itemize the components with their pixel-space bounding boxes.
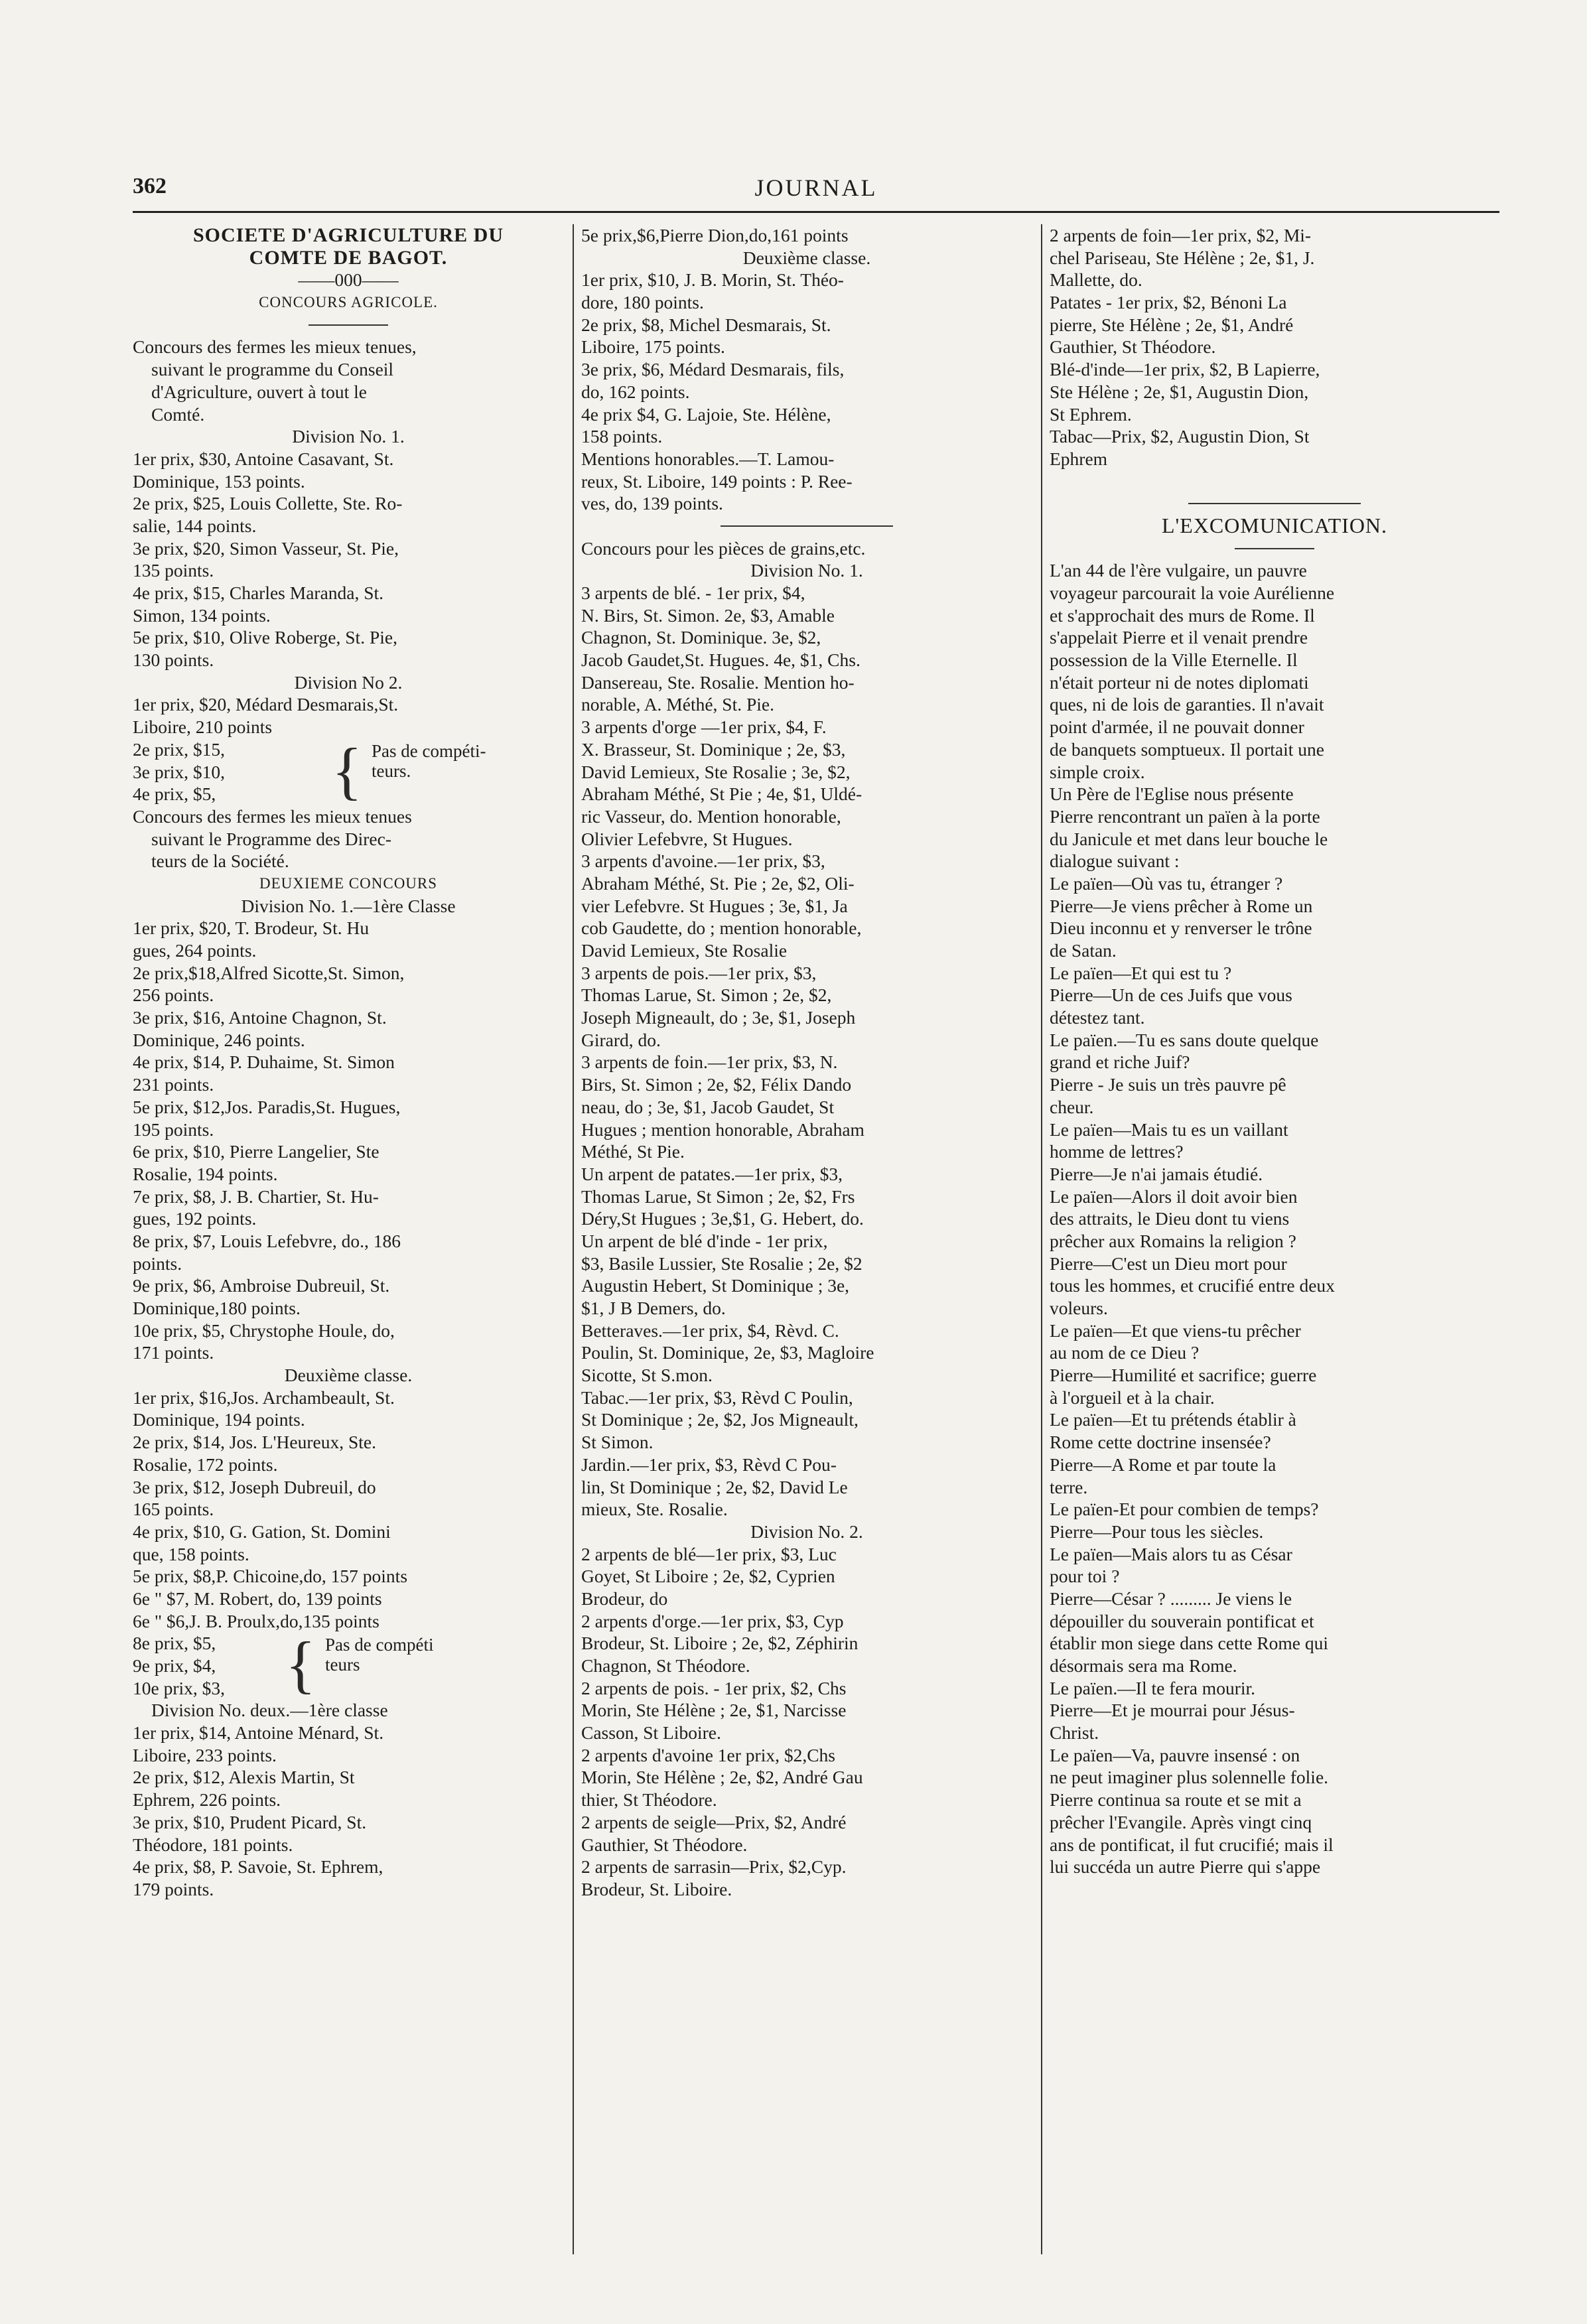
text-line: Un arpent de blé d'inde - 1er prix, (581, 1230, 828, 1251)
text-line: 6e prix, $10, Pierre Langelier, Ste (133, 1141, 380, 1162)
text-line: 2 arpents de sarrasin—Prix, $2,Cyp. (581, 1856, 847, 1878)
text-line: 3 arpents d'avoine.—1er prix, $3, (581, 851, 825, 872)
text-line: Le païen.—Il te fera mourir. (1050, 1677, 1256, 1698)
text-line: 3 arpents d'orge —1er prix, $4, F. (581, 717, 827, 738)
text-line: au nom de ce Dieu ? (1050, 1342, 1200, 1363)
text-line: 3e prix, $16, Antoine Chagnon, St. (133, 1007, 387, 1028)
text-line: 3 arpents de blé. - 1er prix, $4, (581, 582, 805, 603)
text-line: Pierre—Un de ces Juifs que vous (1050, 985, 1292, 1006)
text-line: Tabac—Prix, $2, Augustin Dion, St (1050, 426, 1310, 447)
text-line: 158 points. (581, 426, 663, 447)
text-line: 165 points. (133, 1499, 214, 1520)
text-line: Le païen.—Tu es sans doute quelque (1050, 1029, 1319, 1050)
text-line: 3e prix, $20, Simon Vasseur, St. Pie, (133, 537, 399, 559)
text-line: 2 arpents de pois. - 1er prix, $2, Chs (581, 1677, 847, 1698)
separator-ornament: ——000—— (298, 269, 399, 291)
section-subtitle: CONCOURS AGRICOLE. (259, 294, 438, 311)
text-line: 3e prix, $10, (133, 761, 226, 782)
text-line: Pierre—Humilité et sacrifice; guerre (1050, 1365, 1317, 1386)
text-line: Pierre rencontrant un païen à la porte (1050, 805, 1320, 827)
text-line: 5e prix, $12,Jos. Paradis,St. Hugues, (133, 1096, 401, 1117)
text-line: grand et riche Juif? (1050, 1052, 1190, 1073)
text-line: s'appelait Pierre et il venait prendre (1050, 627, 1308, 648)
text-line: Concours des fermes les mieux tenues, (133, 336, 417, 358)
text-line: 171 points. (133, 1342, 214, 1363)
text-line: que, 158 points. (133, 1543, 249, 1564)
text-line: Patates - 1er prix, $2, Bénoni La (1050, 292, 1287, 313)
brace-note: Pas de compéti- teurs. (372, 740, 486, 781)
text-line: Dansereau, Ste. Rosalie. Mention ho- (581, 671, 855, 693)
column-prize-results (581, 224, 1032, 2288)
text-line: Le païen-Et pour combien de temps? (1050, 1499, 1319, 1520)
text-line: 9e prix, $6, Ambroise Dubreuil, St. (133, 1275, 390, 1296)
text-line: David Lemieux, Ste Rosalie ; 3e, $2, (581, 761, 851, 782)
text-line: dore, 180 points. (581, 292, 704, 313)
text-line: Dominique, 246 points. (133, 1029, 305, 1050)
text-line: ne peut imaginer plus solennelle folie. (1050, 1767, 1329, 1788)
text-line: Le païen—Et qui est tu ? (1050, 962, 1232, 983)
text-line: 2 arpents de foin—1er prix, $2, Mi- (1050, 225, 1312, 245)
text-line: 1er prix, $14, Antoine Ménard, St. (133, 1722, 384, 1743)
text-line: Mentions honorables.—T. Lamou- (581, 448, 835, 469)
class-heading: Deuxième classe. (284, 1365, 413, 1386)
division-heading: Division No 2. (294, 671, 403, 693)
text-line: 4e prix, $5, (133, 784, 216, 805)
text-line: 9e prix, $4, (133, 1655, 216, 1676)
text-line: Casson, St Liboire. (581, 1722, 721, 1743)
long-rule (1050, 492, 1499, 515)
class-heading: Deuxième classe. (742, 247, 871, 268)
text-line: de Satan. (1050, 940, 1117, 961)
text-line: lui succéda un autre Pierre qui s'appe (1050, 1856, 1321, 1878)
column-excommunication (1050, 224, 1499, 2288)
short-rule (1050, 537, 1499, 560)
text-line: L'an 44 de l'ère vulgaire, un pauvre (1050, 560, 1307, 581)
text-line: 130 points. (133, 649, 214, 671)
text-line: n'était porteur ni de notes diplomati (1050, 671, 1309, 693)
text-line: 2e prix, $12, Alexis Martin, St (133, 1767, 355, 1788)
text-line: Le païen—Où vas tu, étranger ? (1050, 872, 1283, 894)
text-line: 8e prix, $7, Louis Lefebvre, do., 186 (133, 1230, 401, 1251)
text-line: Pierre - Je suis un très pauvre pê (1050, 1074, 1286, 1095)
brace-group (133, 1629, 564, 1700)
text-line: 1er prix, $20, T. Brodeur, St. Hu (133, 918, 370, 939)
text-line: détestez tant. (1050, 1007, 1145, 1028)
text-line: Pierre—A Rome et par toute la (1050, 1454, 1276, 1475)
text-line: Pierre—Pour tous les siècles. (1050, 1521, 1264, 1542)
text-line: terre. (1050, 1476, 1088, 1497)
text-line: Le païen—Va, pauvre insensé : on (1050, 1744, 1300, 1765)
text-line: Betteraves.—1er prix, $4, Rèvd. C. (581, 1320, 839, 1341)
column-agricultural-contest (133, 224, 564, 2288)
division-heading: Division No. 1. (750, 560, 863, 581)
text-line: gues, 264 points. (133, 940, 257, 961)
text-line: ans de pontificat, il fut crucifié; mais il (1050, 1834, 1334, 1855)
text-line: 7e prix, $8, J. B. Chartier, St. Hu- (133, 1186, 379, 1207)
text-line: cob Gaudette, do ; mention honorable, (581, 918, 862, 939)
text-line: dialogue suivant : (1050, 851, 1180, 872)
text-line: pierre, Ste Hélène ; 2e, $1, André (1050, 314, 1294, 335)
text-line: 2e prix, $25, Louis Collette, Ste. Ro- (133, 493, 403, 514)
article-title: L'EXCOMUNICATION. (1161, 514, 1388, 537)
text-line: Jardin.—1er prix, $3, Rèvd C Pou- (581, 1454, 837, 1475)
text-line: 10e prix, $5, Chrystophe Houle, do, (133, 1320, 395, 1341)
text-line: 4e prix, $14, P. Duhaime, St. Simon (133, 1052, 395, 1073)
text-line: du Janicule et met dans leur bouche le (1050, 828, 1328, 849)
text-line: 3e prix, $12, Joseph Dubreuil, do (133, 1476, 376, 1497)
division-heading: Division No. 1. (292, 426, 405, 447)
text-line: X. Brasseur, St. Dominique ; 2e, $3, (581, 738, 846, 760)
text-line: St Ephrem. (1050, 403, 1132, 425)
text-line: Pierre continua sa route et se mit a (1050, 1789, 1302, 1811)
text-line: Morin, Ste Hélène ; 2e, $2, André Gau (581, 1767, 863, 1788)
header-rule (133, 211, 1499, 213)
text-line: 2 arpents de blé—1er prix, $3, Luc (581, 1543, 837, 1564)
short-rule (133, 314, 564, 336)
column-divider (573, 224, 574, 2254)
column-divider (1041, 224, 1042, 2254)
text-line: Joseph Migneault, do ; 3e, $1, Joseph (581, 1007, 856, 1028)
text-line: 3 arpents de foin.—1er prix, $3, N. (581, 1052, 838, 1073)
text-line: do, 162 points. (581, 381, 690, 402)
text-line: Liboire, 210 points (133, 717, 273, 738)
text-line: Le païen—Mais tu es un vaillant (1050, 1119, 1288, 1140)
contest-heading: DEUXIEME CONCOURS (259, 874, 438, 892)
text-line: Augustin Hebert, St Dominique ; 3e, (581, 1275, 850, 1296)
page-header (133, 174, 1499, 214)
text-line: point d'armée, il ne pouvait donner (1050, 717, 1304, 738)
text-line: N. Birs, St. Simon. 2e, $3, Amable (581, 604, 835, 626)
text-line: Dominique,180 points. (133, 1298, 301, 1318)
text-line: à l'orgueil et à la chair. (1050, 1387, 1215, 1408)
text-line: 2 arpents de seigle—Prix, $2, André (581, 1811, 847, 1832)
text-line: suivant le programme du Conseil (151, 359, 394, 380)
text-line: dépouiller du souverain pontificat et (1050, 1610, 1314, 1631)
text-line: Thomas Larue, St Simon ; 2e, $2, Frs (581, 1186, 855, 1207)
division-heading: Division No. 2. (750, 1521, 863, 1542)
brace-group (133, 734, 564, 806)
text-line: Théodore, 181 points. (133, 1834, 293, 1855)
text-line: Un arpent de patates.—1er prix, $3, (581, 1163, 843, 1184)
section-title: COMTE DE BAGOT. (249, 246, 448, 269)
text-line: Blé-d'inde—1er prix, $2, B Lapierre, (1050, 359, 1320, 380)
text-line: norable, A. Méthé, St. Pie. (581, 694, 775, 715)
section-title: SOCIETE D'AGRICULTURE DU (193, 224, 504, 246)
text-line: 3e prix, $6, Médard Desmarais, fils, (581, 359, 845, 380)
text-line: Abraham Méthé, St. Pie ; 2e, $2, Oli- (581, 872, 855, 894)
text-line: suivant le Programme des Direc- (151, 828, 391, 849)
text-line: 4e prix, $8, P. Savoie, St. Ephrem, (133, 1856, 383, 1878)
text-line: Chagnon, St. Dominique. 3e, $2, (581, 627, 821, 648)
division-heading: Division No. deux.—1ère classe (151, 1700, 388, 1721)
text-line: 6e " $7, M. Robert, do, 139 points (133, 1588, 382, 1609)
text-line: Pierre—C'est un Dieu mort pour (1050, 1253, 1287, 1274)
text-line: 2 arpents d'orge.—1er prix, $3, Cyp (581, 1610, 844, 1631)
text-line: prêcher aux Romains la religion ? (1050, 1230, 1296, 1251)
text-line: 5e prix, $8,P. Chicoine,do, 157 points (133, 1566, 408, 1587)
text-line: Rome cette doctrine insensée? (1050, 1432, 1271, 1453)
text-line: Ephrem, 226 points. (133, 1789, 281, 1811)
text-line: Pierre—Je n'ai jamais étudié. (1050, 1163, 1263, 1184)
text-line: voleurs. (1050, 1298, 1108, 1318)
text-line: Simon, 134 points. (133, 604, 271, 626)
text-line: Pierre—Et je mourrai pour Jésus- (1050, 1700, 1295, 1721)
text-line: 3 arpents de pois.—1er prix, $3, (581, 962, 817, 983)
text-line: Le païen—Et que viens-tu prêcher (1050, 1320, 1301, 1341)
text-line: Poulin, St. Dominique, 2e, $3, Magloire (581, 1342, 874, 1363)
text-line: Le païen—Et tu prétends établir à (1050, 1409, 1296, 1430)
text-line: 1er prix, $10, J. B. Morin, St. Théo- (581, 269, 844, 291)
text-line: 195 points. (133, 1119, 214, 1140)
text-line: Christ. (1050, 1722, 1099, 1743)
text-line: Chagnon, St Théodore. (581, 1655, 750, 1676)
text-line: Goyet, St Liboire ; 2e, $2, Cyprien (581, 1566, 835, 1587)
text-line: Birs, St. Simon ; 2e, $2, Félix Dando (581, 1074, 852, 1095)
text-line: Dieu inconnu et y renverser le trône (1050, 918, 1312, 939)
text-line: Rosalie, 172 points. (133, 1454, 278, 1475)
text-line: 4e prix, $10, G. Gation, St. Domini (133, 1521, 391, 1542)
text-line: teurs de la Société. (151, 851, 289, 872)
text-line: 1er prix, $16,Jos. Archambeault, St. (133, 1387, 395, 1408)
text-line: 135 points. (133, 560, 214, 581)
text-line: Pierre—César ? ......... Je viens le (1050, 1588, 1292, 1609)
text-line: 2e prix, $14, Jos. L'Heureux, Ste. (133, 1432, 376, 1453)
text-line: chel Pariseau, Ste Hélène ; 2e, $1, J. (1050, 247, 1315, 268)
text-line: tous les hommes, et crucifié entre deux (1050, 1275, 1335, 1296)
long-rule (581, 515, 1032, 537)
text-line: Méthé, St Pie. (581, 1141, 685, 1162)
text-line: 6e " $6,J. B. Proulx,do,135 points (133, 1610, 380, 1631)
text-line: 179 points. (133, 1878, 214, 1899)
text-line: 231 points. (133, 1074, 214, 1095)
text-line: gues, 192 points. (133, 1208, 257, 1229)
text-line: $3, Basile Lussier, Ste Rosalie ; 2e, $2 (581, 1253, 862, 1274)
text-line: 1er prix, $20, Médard Desmarais,St. (133, 694, 399, 715)
text-line: Mallette, do. (1050, 269, 1142, 291)
text-line: Dominique, 153 points. (133, 470, 305, 492)
text-line: Dominique, 194 points. (133, 1409, 305, 1430)
text-line: établir mon siege dans cette Rome qui (1050, 1633, 1329, 1654)
text-line: 4e prix, $15, Charles Maranda, St. (133, 582, 384, 603)
text-line: 256 points. (133, 985, 214, 1006)
text-line: Déry,St Hugues ; 3e,$1, G. Hebert, do. (581, 1208, 864, 1229)
text-line: Un Père de l'Eglise nous présente (1050, 784, 1294, 805)
text-line: de banquets somptueux. Il portait une (1050, 738, 1324, 760)
text-line: vier Lefebvre. St Hugues ; 3e, $1, Ja (581, 895, 848, 916)
journal-title: JOURNAL (754, 174, 878, 201)
text-line: Girard, do. (581, 1029, 661, 1050)
text-line (1050, 1878, 1499, 1901)
text-line: St Simon. (581, 1432, 654, 1453)
text-line: ric Vasseur, do. Mention honorable, (581, 805, 841, 827)
text-line: ques, ni de lois de garanties. Il n'avait (1050, 694, 1324, 715)
text-line: Brodeur, St. Liboire. (581, 1878, 732, 1899)
text-line: Rosalie, 194 points. (133, 1163, 278, 1184)
text-line: lin, St Dominique ; 2e, $2, David Le (581, 1476, 848, 1497)
text-line: désormais sera ma Rome. (1050, 1655, 1237, 1676)
text-line: points. (133, 1253, 182, 1274)
text-line: Brodeur, St. Liboire ; 2e, $2, Zéphirin (581, 1633, 859, 1654)
text-line: Pierre—Je viens prêcher à Rome un (1050, 895, 1313, 916)
text-line: $1, J B Demers, do. (581, 1298, 726, 1318)
spacer (1050, 470, 1499, 493)
text-line: cheur. (1050, 1096, 1094, 1117)
text-line: homme de lettres? (1050, 1141, 1184, 1162)
text-line: Le païen—Mais alors tu as César (1050, 1543, 1292, 1564)
brace-note: Pas de compéti teurs (325, 1635, 434, 1675)
text-line: 5e prix,$6,Pierre Dion,do,161 points (581, 225, 849, 245)
text-line: Olivier Lefebvre, St Hugues. (581, 828, 793, 849)
brace-icon: { (285, 1629, 316, 1700)
text-line: des attraits, le Dieu dont tu viens (1050, 1208, 1290, 1229)
text-line: 1er prix, $30, Antoine Casavant, St. (133, 448, 394, 469)
text-line: 8e prix, $5, (133, 1633, 216, 1654)
section-heading: Concours pour les pièces de grains,etc. (581, 537, 866, 559)
text-line: 2e prix, $15, (133, 738, 226, 760)
text-line: 10e prix, $3, (133, 1677, 226, 1698)
text-line: voyageur parcourait la voie Aurélienne (1050, 582, 1335, 603)
text-line: possession de la Ville Eternelle. Il (1050, 649, 1298, 671)
text-line: Sicotte, St S.mon. (581, 1365, 713, 1386)
page-number: 362 (133, 174, 167, 198)
text-line: Liboire, 175 points. (581, 336, 725, 358)
text-line: 4e prix $4, G. Lajoie, Ste. Hélène, (581, 403, 831, 425)
text-line: Concours des fermes les mieux tenues (133, 805, 412, 827)
text-line: Brodeur, do (581, 1588, 668, 1609)
text-line: pour toi ? (1050, 1566, 1120, 1587)
text-line: Morin, Ste Hélène ; 2e, $1, Narcisse (581, 1700, 847, 1721)
text-line: Gauthier, St Théodore. (1050, 336, 1216, 358)
text-line: Comté. (151, 403, 205, 425)
text-line: et s'approchait des murs de Rome. Il (1050, 604, 1315, 626)
text-line: Liboire, 233 points. (133, 1744, 277, 1765)
text-line: 5e prix, $10, Olive Roberge, St. Pie, (133, 627, 397, 648)
text-line: Gauthier, St Théodore. (581, 1834, 748, 1855)
text-line: 2e prix, $8, Michel Desmarais, St. (581, 314, 831, 335)
text-line: Abraham Méthé, St Pie ; 4e, $1, Uldé- (581, 784, 862, 805)
text-line: prêcher l'Evangile. Après vingt cinq (1050, 1811, 1312, 1832)
text-line: Le païen—Alors il doit avoir bien (1050, 1186, 1298, 1207)
text-line: 2e prix,$18,Alfred Sicotte,St. Simon, (133, 962, 405, 983)
text-line: David Lemieux, Ste Rosalie (581, 940, 788, 961)
text-line: ves, do, 139 points. (581, 493, 723, 514)
text-line: mieux, Ste. Rosalie. (581, 1499, 728, 1520)
brace-icon: { (332, 734, 363, 806)
text-line: salie, 144 points. (133, 515, 257, 536)
text-line: Hugues ; mention honorable, Abraham (581, 1119, 864, 1140)
text-line: d'Agriculture, ouvert à tout le (151, 381, 367, 402)
text-line: neau, do ; 3e, $1, Jacob Gaudet, St (581, 1096, 835, 1117)
text-line: St Dominique ; 2e, $2, Jos Migneault, (581, 1409, 859, 1430)
text-line: 3e prix, $10, Prudent Picard, St. (133, 1811, 367, 1832)
text-line: Tabac.—1er prix, $3, Rèvd C Poulin, (581, 1387, 853, 1408)
text-line: Ste Hélène ; 2e, $1, Augustin Dion, (1050, 381, 1309, 402)
text-line: 2 arpents d'avoine 1er prix, $2,Chs (581, 1744, 835, 1765)
text-line: reux, St. Liboire, 149 points : P. Ree- (581, 470, 853, 492)
division-heading: Division No. 1.—1ère Classe (241, 895, 456, 916)
text-line: thier, St Théodore. (581, 1789, 717, 1811)
text-line: Thomas Larue, St. Simon ; 2e, $2, (581, 985, 832, 1006)
text-line: Jacob Gaudet,St. Hugues. 4e, $1, Chs. (581, 649, 861, 671)
text-line: simple croix. (1050, 761, 1145, 782)
text-line: Ephrem (1050, 448, 1108, 469)
